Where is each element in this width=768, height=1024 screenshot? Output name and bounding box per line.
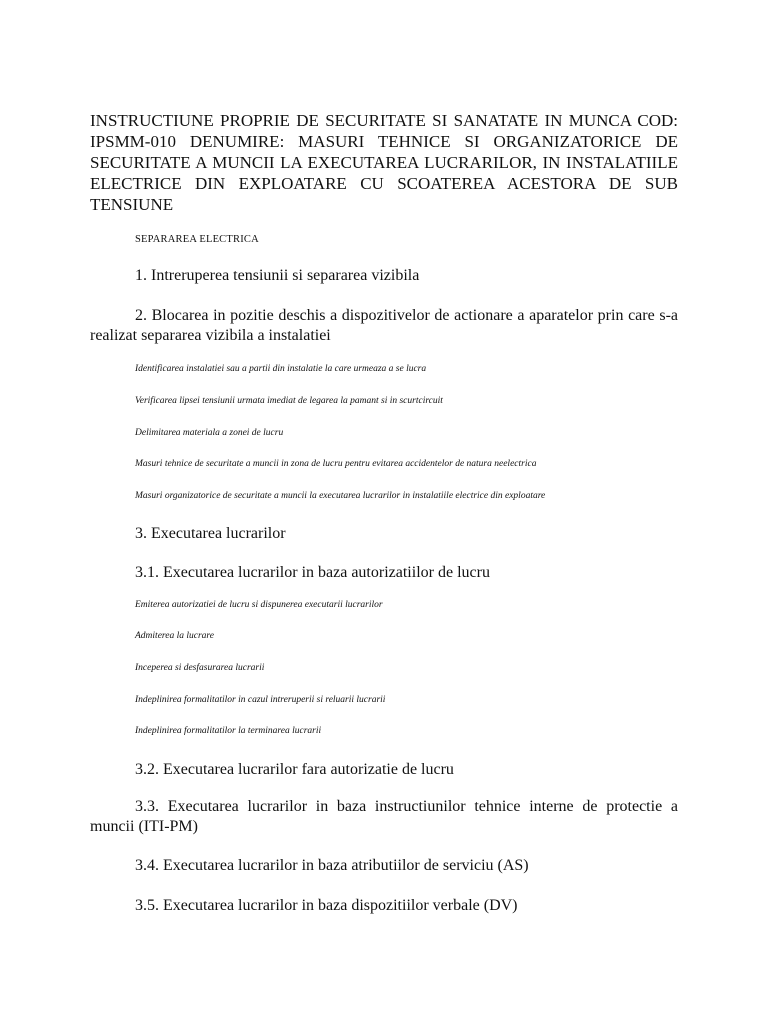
heading-3-3: 3.3. Executarea lucrarilor in baza instructiunilor tehnice interne de protectie a muncii (ITI-PM) bbox=[90, 798, 678, 835]
heading-1: 1. Intreruperea tensiunii si separarea vizibila bbox=[135, 267, 420, 284]
document-title: INSTRUCTIUNE PROPRIE DE SECURITATE SI SANATATE IN MUNCA COD: IPSMM-010 DENUMIRE: MASURI TEHNICE SI ORGANIZATORICE DE SECURITATE A MUNCII LA EXECUTAREA LUCRARILOR, IN INSTALATIILE ELECTRICE DIN EXPLOATARE CU SCOATEREA ACESTORA DE SUB TENSIUNE bbox=[90, 111, 678, 214]
heading-3-4: 3.4. Executarea lucrarilor in baza atributiilor de serviciu (AS) bbox=[135, 857, 529, 874]
list-item: Masuri tehnice de securitate a muncii in zona de lucru pentru evitarea accidentelor de natura neelectrica bbox=[135, 459, 537, 469]
list-item: Verificarea lipsei tensiunii urmata imediat de legarea la pamant si in scurtcircuit bbox=[135, 396, 443, 406]
list-item: Indeplinirea formalitatilor la terminarea lucrarii bbox=[135, 726, 322, 736]
list-item: Masuri organizatorice de securitate a muncii la executarea lucrarilor in instalatiile electrice din exploatare bbox=[135, 491, 546, 501]
section-label: SEPARAREA ELECTRICA bbox=[135, 234, 259, 245]
list-item: Delimitarea materiala a zonei de lucru bbox=[135, 428, 284, 438]
list-item: Emiterea autorizatiei de lucru si dispunerea executarii lucrarilor bbox=[135, 600, 383, 610]
list-item: Identificarea instalatiei sau a partii din instalatie la care urmeaza a se lucra bbox=[135, 364, 427, 374]
list-item: Indeplinirea formalitatilor in cazul intreruperii si reluarii lucrarii bbox=[135, 695, 386, 705]
heading-3-2: 3.2. Executarea lucrarilor fara autorizatie de lucru bbox=[135, 761, 454, 778]
heading-3-1: 3.1. Executarea lucrarilor in baza autorizatiilor de lucru bbox=[135, 564, 490, 581]
list-item: Admiterea la lucrare bbox=[135, 631, 214, 641]
heading-3-5: 3.5. Executarea lucrarilor in baza dispozitiilor verbale (DV) bbox=[135, 897, 518, 914]
list-item: Inceperea si desfasurarea lucrarii bbox=[135, 663, 265, 673]
heading-3: 3. Executarea lucrarilor bbox=[135, 525, 286, 542]
heading-2: 2. Blocarea in pozitie deschis a dispozitivelor de actionare a aparatelor prin care s-a realizat separarea vizibila a instalatiei bbox=[90, 307, 678, 344]
